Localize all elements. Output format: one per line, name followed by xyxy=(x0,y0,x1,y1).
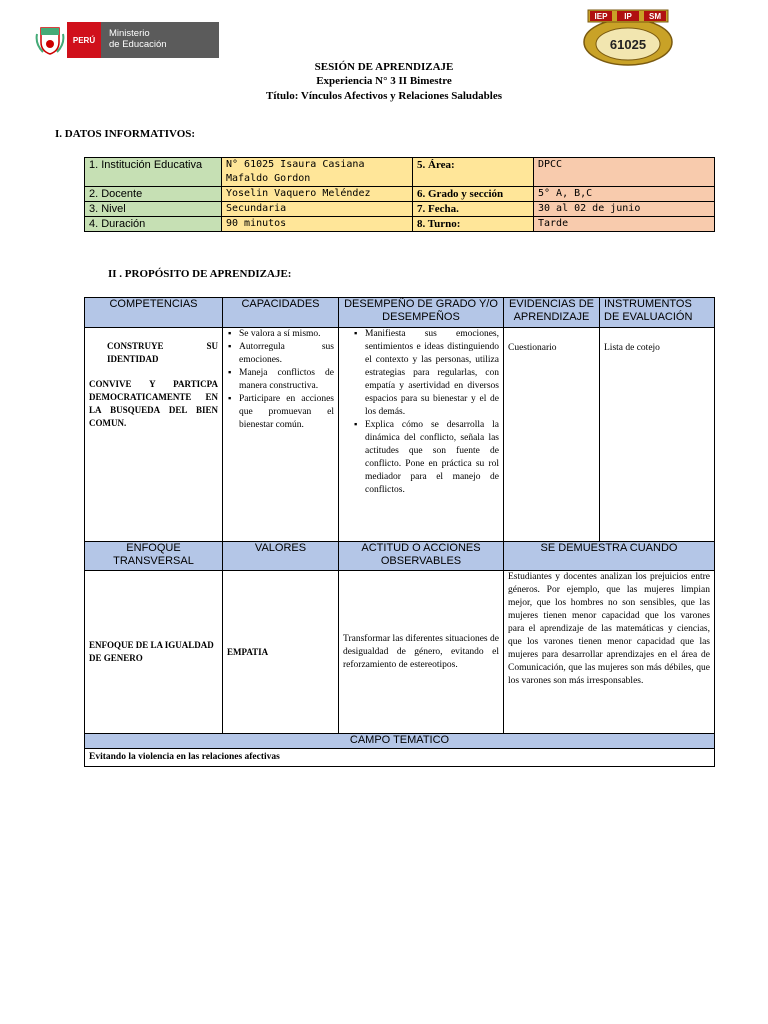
valor-cell: EMPATIA xyxy=(223,571,339,734)
header-valores: VALORES xyxy=(223,542,339,571)
header-capacidades: CAPACIDADES xyxy=(223,298,339,328)
list-item: ▪ Participare en acciones que promuevan el bienestar común. xyxy=(239,393,334,432)
table-row xyxy=(85,328,715,542)
info-key: 8. Turno: xyxy=(413,217,534,232)
info-value: Secundaria xyxy=(222,202,413,217)
header-evidencias: EVIDENCIAS DE APRENDIZAJE xyxy=(504,298,600,328)
info-value: DPCC xyxy=(534,158,715,187)
section-heading-datos: I. DATOS INFORMATIVOS: xyxy=(55,128,196,140)
competencia-1: CONSTRUYE SU IDENTIDAD xyxy=(107,341,218,364)
peru-label: PERÚ xyxy=(67,22,101,58)
info-key: 4. Duración xyxy=(85,217,222,232)
info-key: 5. Área: xyxy=(413,158,534,187)
header-enfoque: ENFOQUE TRANSVERSAL xyxy=(85,542,223,571)
table-row xyxy=(85,749,715,767)
topic-title: Título: Vínculos Afectivos y Relaciones Saludables xyxy=(265,90,502,102)
ministry-label: Ministerio de Educación xyxy=(101,22,219,58)
instrumentos-cell: Lista de cotejo xyxy=(600,328,715,542)
info-value: 90 minutos xyxy=(222,217,413,232)
info-key: 3. Nivel xyxy=(85,202,222,217)
purpose-table xyxy=(84,297,715,767)
info-key: 7. Fecha. xyxy=(413,202,534,217)
experience-title: Experiencia N° 3 II Bimestre xyxy=(316,75,452,87)
header-desempenos: DESEMPEÑO DE GRADO Y/O DESEMPEÑOS xyxy=(339,298,504,328)
competencias-cell xyxy=(85,328,223,542)
table-header-row xyxy=(85,542,715,571)
evidencias-cell: Cuestionario xyxy=(504,328,600,542)
table-row xyxy=(85,202,715,217)
info-value: Tarde xyxy=(534,217,715,232)
info-key: 2. Docente xyxy=(85,187,222,202)
list-item: ▪ Maneja conflictos de manera constructiva. xyxy=(239,367,334,393)
desempenos-list xyxy=(343,328,499,497)
header-actitud: ACTITUD O ACCIONES OBSERVABLES xyxy=(339,542,504,571)
info-value: 5° A, B,C xyxy=(534,187,715,202)
session-title: SESIÓN DE APRENDIZAJE xyxy=(314,61,454,73)
school-logo-icon xyxy=(582,8,674,66)
table-row xyxy=(85,571,715,734)
enfoque-cell: ENFOQUE DE LA IGUALDAD DE GENERO xyxy=(85,571,223,734)
table-row xyxy=(85,217,715,232)
info-table xyxy=(84,157,715,232)
campo-tematico-text: Evitando la violencia en las relaciones afectivas xyxy=(85,749,715,767)
svg-text:61025: 61025 xyxy=(609,37,647,52)
capacidades-list xyxy=(227,328,334,432)
list-item: ▪ Autorregula sus emociones. xyxy=(239,341,334,367)
header-instrumentos: INSTRUMENTOS DE EVALUACIÓN xyxy=(600,298,715,328)
section-heading-proposito: II . PROPÓSITO DE APRENDIZAJE: xyxy=(108,268,292,280)
info-key: 1. Institución Educativa xyxy=(85,158,222,187)
table-row xyxy=(85,187,715,202)
desempenos-cell xyxy=(339,328,504,542)
header-demuestra: SE DEMUESTRA CUANDO xyxy=(504,542,715,571)
header-competencias: COMPETENCIAS xyxy=(85,298,223,328)
table-row xyxy=(85,158,715,187)
capacidades-cell xyxy=(223,328,339,542)
minedu-logo xyxy=(33,22,219,58)
actitud-cell: Transformar las diferentes situaciones de desigualdad de género, evitando el reforzamiento de estereotipos. xyxy=(339,571,504,734)
info-value: N° 61025 Isaura Casiana Mafaldo Gordon xyxy=(222,158,413,187)
svg-text:IP: IP xyxy=(624,12,632,21)
header-campo-tematico: CAMPO TEMATICO xyxy=(85,734,715,749)
info-value: 30 al 02 de junio xyxy=(534,202,715,217)
competencia-2: CONVIVE Y PARTICPA DEMOCRATICAMENTE EN LA BUSQUEDA DEL BIEN COMUN. xyxy=(89,379,218,428)
demuestra-cell: Estudiantes y docentes analizan los prejuicios entre géneros. Por ejemplo, que las mujeres limpian mejor, que los hombres no son sensibles, que las mujeres tienen menor capacidad que los varones para el aprendizaje de las matemáticas y ciencias, que los varones tienen menor capacidad que las mujeres para desarrollar aprendizajes en el área de Comunicación, que las mujeres son más débiles, que los varones son más irresponsables. xyxy=(504,571,715,734)
peru-seal-icon xyxy=(33,22,67,58)
svg-text:SM: SM xyxy=(649,12,661,21)
info-value: Yoselin Vaquero Meléndez xyxy=(222,187,413,202)
svg-text:IEP: IEP xyxy=(594,12,608,21)
list-item: ▪ Se valora a sí mismo. xyxy=(239,328,334,341)
table-header-row xyxy=(85,298,715,328)
table-header-row xyxy=(85,734,715,749)
list-item: ▪ Manifiesta sus emociones, sentimientos e ideas distinguiendo el contexto y las personas, utiliza estrategias para regularlas, con empatía y asertividad en diversos espacios para su bienestar y el de los demás. xyxy=(365,328,499,419)
info-key: 6. Grado y sección xyxy=(413,187,534,202)
list-item: ▪ Explica cómo se desarrolla la dinámica del conflicto, señala las actitudes que son fuente de conflicto. Pone en práctica su rol mediador para el manejo de conflictos. xyxy=(365,419,499,497)
